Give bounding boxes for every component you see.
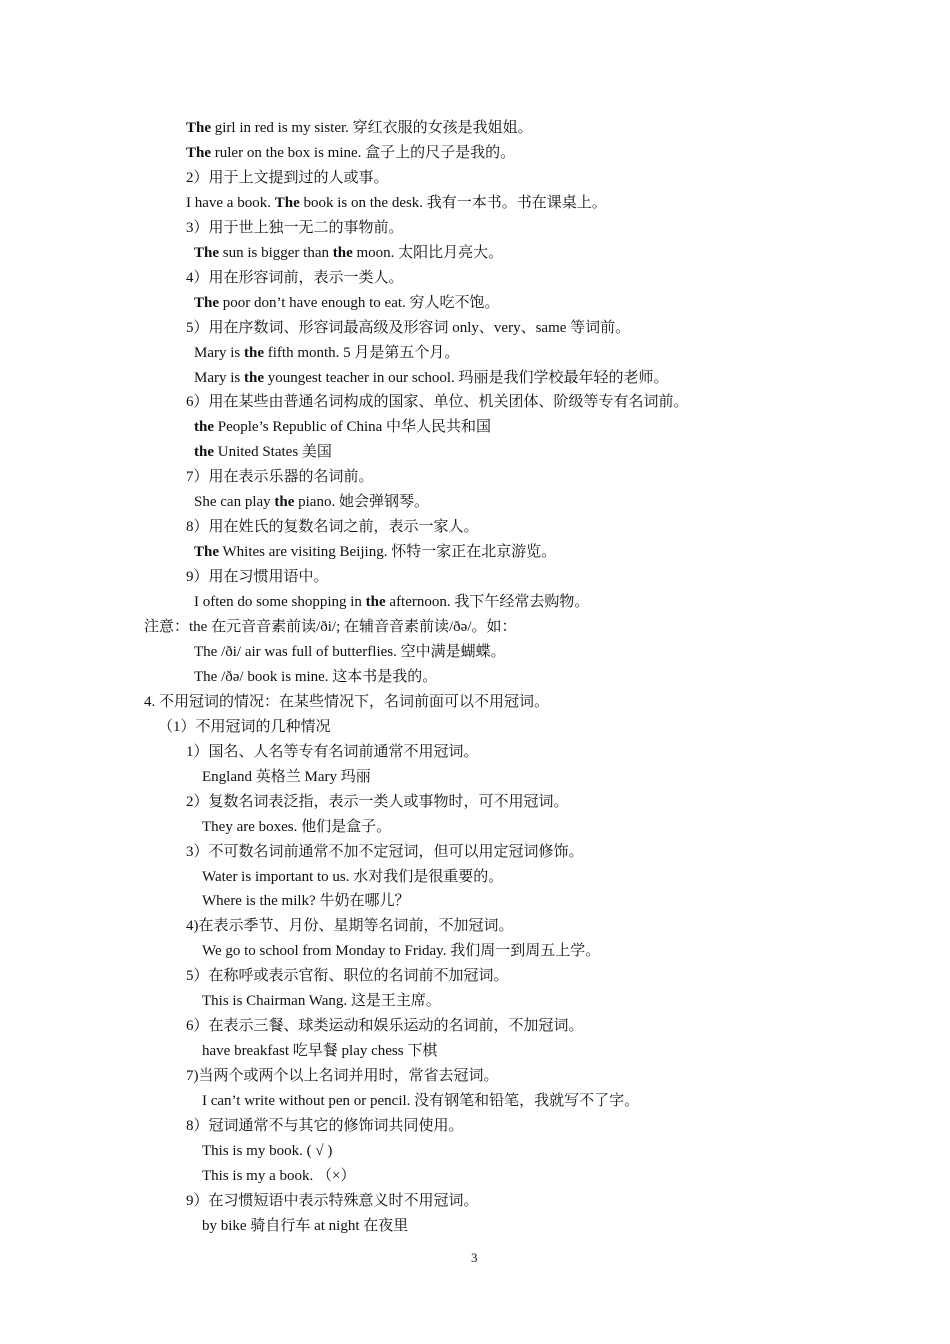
- line-text: 6）用在某些由普通名词构成的国家、单位、机关团体、阶级等专有名词前。: [186, 394, 689, 410]
- bold-article: The: [194, 544, 220, 560]
- line-text: 4. 不用冠词的情况：在某些情况下，名词前面可以不用冠词。: [144, 694, 550, 710]
- bold-article: the: [194, 419, 214, 435]
- line-text: United States 美国: [214, 444, 332, 460]
- line-text: I often do some shopping in: [194, 594, 366, 610]
- line-text: ruler on the box is mine. 盒子上的尺子是我的。: [211, 145, 516, 161]
- bold-article: the: [332, 245, 353, 261]
- text-line: [202, 1041, 437, 1061]
- line-text: 4）用在形容词前，表示一类人。: [186, 270, 404, 286]
- text-line: [202, 1141, 332, 1161]
- text-line: [202, 941, 600, 961]
- text-line: [194, 243, 503, 263]
- text-line: [202, 991, 441, 1011]
- bold-article: the: [244, 345, 264, 361]
- text-line: [202, 891, 409, 911]
- line-text: I can’t write without pen or pencil. 没有钢笔和铅笔，我就写不了字。: [202, 1093, 640, 1109]
- bold-article: the: [365, 594, 386, 610]
- line-text: Mary is: [194, 370, 244, 386]
- line-text: This is Chairman Wang. 这是王主席。: [202, 993, 441, 1009]
- line-text: 3）不可数名词前通常不加不定冠词，但可以用定冠词修饰。: [186, 844, 584, 860]
- bold-article: the: [274, 494, 295, 510]
- line-text: This is my book. ( √ ): [202, 1143, 333, 1159]
- text-line: [144, 617, 517, 637]
- line-text: poor don’t have enough to eat. 穷人吃不饱。: [219, 295, 500, 311]
- bold-article: the: [194, 444, 214, 460]
- text-line: [194, 442, 332, 462]
- line-text: Mary is: [194, 345, 244, 361]
- page-number: 3: [471, 1250, 478, 1265]
- line-text: England 英格兰 Mary 玛丽: [202, 769, 371, 785]
- text-line: [186, 268, 404, 288]
- line-text: The /ði/ air was full of butterflies. 空中满是蝴蝶。: [194, 644, 506, 660]
- line-text: 7）用在表示乐器的名词前。: [186, 469, 374, 485]
- text-line: [186, 742, 479, 762]
- text-line: [202, 1091, 639, 1111]
- text-line: [186, 842, 584, 862]
- text-line: [202, 1166, 355, 1186]
- text-line: [186, 1191, 479, 1211]
- text-line: [194, 492, 429, 512]
- text-line: [194, 542, 556, 562]
- line-text: 7)当两个或两个以上名词并用时，常省去冠词。: [186, 1068, 499, 1084]
- line-text: She can play: [194, 494, 275, 510]
- bold-article: The: [194, 295, 220, 311]
- line-text: 3）用于世上独一无二的事物前。: [186, 220, 404, 236]
- text-line: [186, 467, 374, 487]
- line-text: sun is bigger than: [219, 245, 333, 261]
- line-text: fifth month. 5 月是第五个月。: [264, 345, 460, 361]
- text-line: [194, 667, 437, 687]
- line-text: have breakfast 吃早餐 play chess 下棋: [202, 1043, 438, 1059]
- text-line: [194, 417, 491, 437]
- line-text: 4)在表示季节、月份、星期等名词前，不加冠词。: [186, 918, 514, 934]
- text-line: [194, 642, 506, 662]
- text-line: [186, 567, 329, 587]
- line-text: girl in red is my sister. 穿红衣服的女孩是我姐姐。: [211, 120, 533, 136]
- text-line: [186, 218, 404, 238]
- line-text: 6）在表示三餐、球类运动和娱乐运动的名词前，不加冠词。: [186, 1018, 584, 1034]
- text-line: [186, 392, 689, 412]
- bold-article: The: [186, 120, 212, 136]
- bold-article: the: [244, 370, 264, 386]
- line-text: by bike 骑自行车 at night 在夜里: [202, 1218, 409, 1234]
- line-text: They are boxes. 他们是盒子。: [202, 819, 392, 835]
- text-line: [158, 717, 331, 737]
- line-text: afternoon. 我下午经常去购物。: [385, 594, 590, 610]
- line-text: youngest teacher in our school. 玛丽是我们学校最年轻的老师。: [264, 370, 669, 386]
- line-text: 5）用在序数词、形容词最高级及形容词 only、very、same 等词前。: [186, 320, 631, 336]
- text-line: [202, 767, 371, 787]
- line-text: moon. 太阳比月亮大。: [352, 245, 504, 261]
- line-text: 注意：the 在元音音素前读/ði/; 在辅音音素前读/ðə/。如：: [144, 619, 517, 635]
- text-line: [186, 792, 569, 812]
- text-line: [186, 517, 479, 537]
- text-line: [186, 1016, 584, 1036]
- text-line: [202, 867, 503, 887]
- line-text: 8）用在姓氏的复数名词之前，表示一家人。: [186, 519, 479, 535]
- text-line: [186, 1116, 464, 1136]
- text-line: [194, 368, 669, 388]
- text-line: [186, 168, 389, 188]
- text-line: [194, 343, 459, 363]
- line-text: （1）不用冠词的几种情况: [158, 719, 331, 735]
- line-text: Where is the milk? 牛奶在哪儿？: [202, 893, 410, 909]
- text-line: [186, 143, 515, 163]
- line-text: 8）冠词通常不与其它的修饰词共同使用。: [186, 1118, 464, 1134]
- text-line: [144, 692, 549, 712]
- text-line: [186, 318, 630, 338]
- bold-article: The: [186, 145, 212, 161]
- line-text: Water is important to us. 水对我们是很重要的。: [202, 869, 504, 885]
- line-text: The /ðə/ book is mine. 这本书是我的。: [194, 669, 438, 685]
- text-line: [186, 1066, 499, 1086]
- line-text: This is my a book. （×）: [202, 1168, 356, 1184]
- line-text: 2）复数名词表泛指，表示一类人或事物时，可不用冠词。: [186, 794, 569, 810]
- line-text: We go to school from Monday to Friday. 我们周一到周五上学。: [202, 943, 601, 959]
- text-line: [202, 817, 391, 837]
- line-text: 9）用在习惯用语中。: [186, 569, 329, 585]
- text-line: [202, 1216, 408, 1236]
- text-line: [186, 966, 509, 986]
- text-line: [186, 193, 607, 213]
- line-text: 1）国名、人名等专有名词前通常不用冠词。: [186, 744, 479, 760]
- line-text: People’s Republic of China 中华人民共和国: [214, 419, 492, 435]
- bold-article: The: [194, 245, 220, 261]
- line-text: Whites are visiting Beijing. 怀特一家正在北京游览。: [219, 544, 557, 560]
- line-text: book is on the desk. 我有一本书。书在课桌上。: [299, 195, 607, 211]
- line-text: piano. 她会弹钢琴。: [294, 494, 429, 510]
- line-text: 5）在称呼或表示官衔、职位的名词前不加冠词。: [186, 968, 509, 984]
- text-line: [186, 916, 514, 936]
- bold-article: The: [274, 195, 300, 211]
- text-line: [186, 118, 533, 138]
- line-text: 9）在习惯短语中表示特殊意义时不用冠词。: [186, 1193, 479, 1209]
- text-line: [194, 592, 589, 612]
- text-line: [194, 293, 500, 313]
- line-text: 2）用于上文提到过的人或事。: [186, 170, 389, 186]
- line-text: I have a book.: [186, 195, 275, 211]
